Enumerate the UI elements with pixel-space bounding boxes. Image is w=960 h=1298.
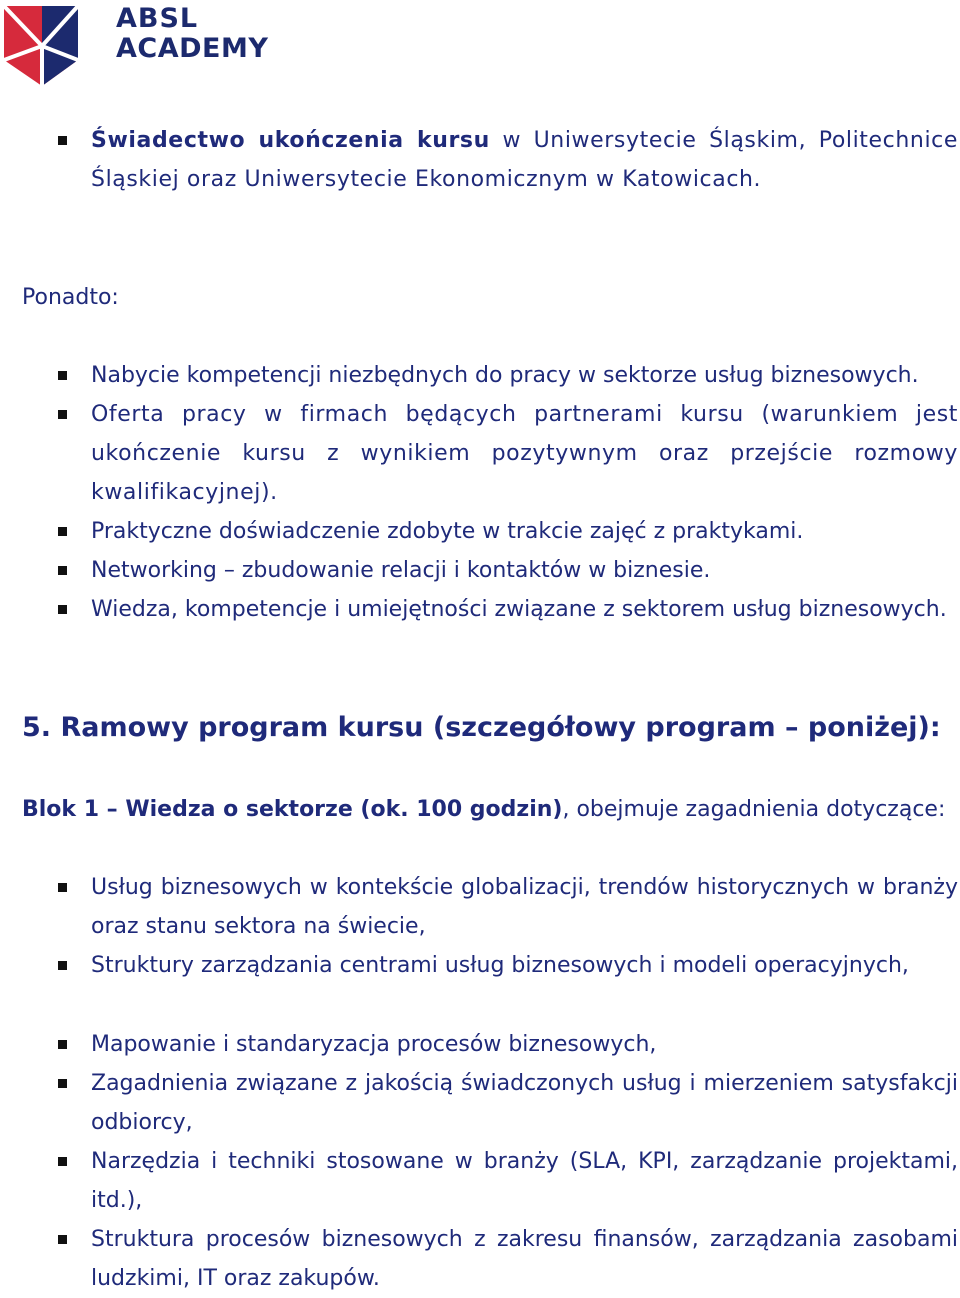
- list-item-text: Struktury zarządzania centrami usług biznesowych i modeli operacyjnych,: [91, 953, 909, 978]
- list-item-text: Networking – zbudowanie relacji i kontaktów w biznesie.: [91, 558, 711, 583]
- block-1-text: , obejmuje zagadnienia dotyczące:: [562, 797, 946, 822]
- list-item-text: Wiedza, kompetencje i umiejętności związane z sektorem usług biznesowych.: [91, 597, 947, 622]
- list-item-text: Zagadnienia związane z jakością świadczonych usług i mierzeniem satysfakcji odbiorcy,: [91, 1071, 958, 1135]
- list-item: [22, 590, 958, 629]
- logo-line-1: ABSL: [116, 3, 199, 34]
- list-item-text: Narzędzia i techniki stosowane w branży (SLA, KPI, zarządzanie projektami, itd.),: [91, 1149, 958, 1213]
- logo-wordmark: [116, 4, 268, 64]
- benefits-list: [22, 356, 958, 629]
- list-item-text: Usług biznesowych w kontekście globalizacji, trendów historycznych w branży oraz stanu sektora na świecie,: [91, 875, 958, 939]
- bullet-icon: [58, 527, 67, 536]
- ponadto-label: Ponadto:: [22, 285, 119, 310]
- list-item: [22, 512, 958, 551]
- bullet-icon: [58, 136, 67, 145]
- list-item-bold: Świadectwo ukończenia kursu: [91, 128, 490, 153]
- list-item: [22, 551, 958, 590]
- list-item: [22, 1142, 958, 1220]
- bullet-icon: [58, 1235, 67, 1244]
- block-1-intro: [22, 790, 945, 829]
- list-item-text: Mapowanie i standaryzacja procesów biznesowych,: [91, 1032, 657, 1057]
- bullet-icon: [58, 961, 67, 970]
- bullet-icon: [58, 883, 67, 892]
- list-item-text: Oferta pracy w firmach będących partnerami kursu (warunkiem jest ukończenie kursu z wynikiem pozytywnym oraz przejście rozmowy kwalifikacyjnej).: [91, 402, 958, 505]
- bullet-icon: [58, 1157, 67, 1166]
- bullet-icon: [58, 605, 67, 614]
- bullet-icon: [58, 566, 67, 575]
- list-item: [22, 121, 958, 199]
- block-1-topics-list: [22, 868, 958, 985]
- logo-line-2: ACADEMY: [116, 33, 269, 64]
- list-item: [22, 868, 958, 946]
- list-item: [22, 356, 958, 395]
- list-item: [22, 1220, 958, 1298]
- list-item-text: w Uniwersytecie Śląskim, Politechnice Śląskiej oraz Uniwersytecie Ekonomicznym w Katowicach.: [91, 128, 958, 192]
- block-1-topics-list-2: [22, 1025, 958, 1298]
- list-item: [22, 395, 958, 512]
- list-item-text: Praktyczne doświadczenie zdobyte w trakcie zajęć z praktykami.: [91, 519, 804, 544]
- absl-logo-mark-icon: [2, 2, 82, 88]
- certificate-list: [22, 121, 958, 199]
- list-item-text: Struktura procesów biznesowych z zakresu finansów, zarządzania zasobami ludzkimi, IT oraz zakupów.: [91, 1227, 958, 1291]
- section-heading: 5. Ramowy program kursu (szczegółowy program – poniżej):: [22, 712, 941, 743]
- list-item: [22, 1025, 958, 1064]
- block-1-title: Blok 1 – Wiedza o sektorze (ok. 100 godzin): [22, 797, 563, 822]
- bullet-icon: [58, 410, 67, 419]
- list-item: [22, 1064, 958, 1142]
- list-item-text: Nabycie kompetencji niezbędnych do pracy w sektorze usług biznesowych.: [91, 363, 919, 388]
- absl-academy-logo: [2, 2, 302, 88]
- bullet-icon: [58, 371, 67, 380]
- list-item: [22, 946, 958, 985]
- bullet-icon: [58, 1079, 67, 1088]
- bullet-icon: [58, 1040, 67, 1049]
